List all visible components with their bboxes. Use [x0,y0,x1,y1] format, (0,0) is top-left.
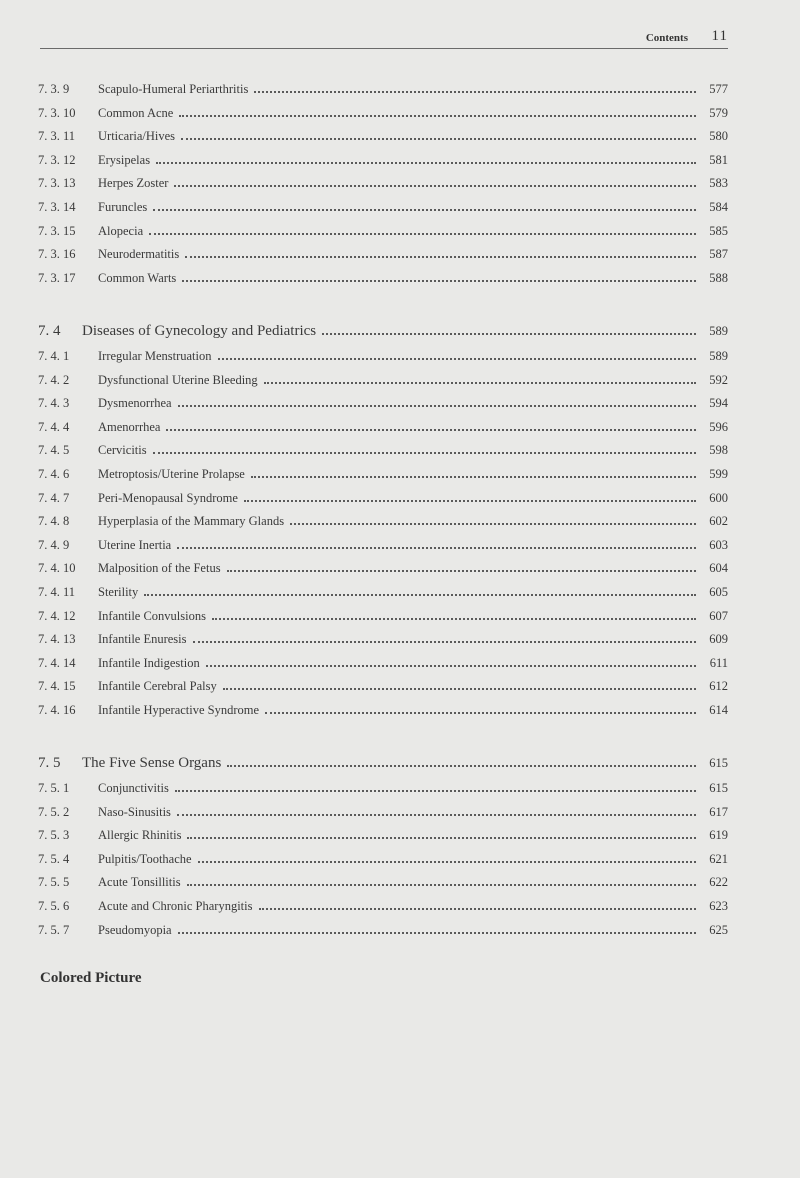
dot-leader [175,778,696,792]
entry-number: 7. 3. 12 [38,152,76,167]
entry-number: 7. 3. 13 [38,176,76,191]
entry-page-number: 589 [709,349,728,363]
toc-entry-row [38,653,728,673]
entry-page-number: 596 [709,419,728,434]
toc-entry-row [38,197,728,217]
entry-number: 7. 4. 1 [38,349,70,363]
entry-title: Pseudomyopia [98,922,172,937]
toc-entry-row [38,535,728,555]
entry-number: 7. 4. 7 [38,490,70,505]
entry-number: 7. 3. 11 [38,129,76,144]
toc-entry-row [38,244,728,264]
entry-page-number: 622 [709,875,728,890]
entry-number: 7. 3. 10 [38,105,76,120]
entry-number: 7. 4. 2 [38,372,70,387]
entry-title: Scapulo-Humeral Periarthritis [98,82,249,96]
entry-title: Sterility [98,585,139,599]
toc-entry-row [38,872,728,892]
entry-number: 7. 5. 3 [38,828,70,843]
entry-title: Hyperplasia of the Mammary Glands [98,514,285,529]
entry-title: Furuncles [98,200,148,214]
dot-leader [193,629,696,643]
entry-title: Amenorrhea [98,419,161,434]
entry-title: Dysfunctional Uterine Bleeding [98,372,258,387]
entry-page-number: 602 [709,514,728,529]
dot-leader [187,825,696,839]
entry-title: Erysipelas [98,152,151,167]
entry-number: 7. 4 [38,323,61,339]
dot-leader [290,511,696,525]
entry-number: 7. 4. 16 [38,703,76,717]
entry-title: Naso-Sinusitis [98,804,171,819]
header-label: Contents [645,32,688,44]
toc-entry-row [38,268,728,288]
entry-page-number: 599 [709,467,728,481]
dot-leader [153,197,696,211]
toc-entry-row [38,849,728,869]
dot-leader [185,244,696,258]
entry-number: 7. 4. 14 [38,655,76,670]
entry-page-number: 594 [709,396,728,411]
dot-leader [177,802,696,816]
entry-title: Uterine Inertia [98,537,172,552]
dot-leader [144,582,696,596]
entry-page-number: 623 [709,899,728,913]
toc-entry-row [38,606,728,626]
dot-leader [153,440,696,454]
colored-picture-heading: Colored Picture [40,970,142,986]
entry-number: 7. 4. 3 [38,396,70,411]
entry-number: 7. 4. 13 [38,632,76,647]
toc-entry-row [38,79,728,99]
entry-title: Cervicitis [98,443,147,458]
entry-number: 7. 4. 4 [38,419,70,434]
entry-page-number: 605 [709,585,728,599]
entry-title: Herpes Zoster [98,176,169,191]
dot-leader [206,653,696,667]
dot-leader [177,535,696,549]
entry-page-number: 621 [709,851,728,866]
entry-number: 7. 4. 12 [38,608,76,623]
entry-page-number: 584 [709,200,728,214]
entry-number: 7. 4. 10 [38,561,76,576]
toc-entry-row [38,370,728,390]
toc-entry-row [38,440,728,460]
entry-number: 7. 4. 15 [38,679,76,694]
entry-number: 7. 3. 17 [38,270,76,285]
dot-leader [254,79,696,93]
toc-entry-row [38,700,728,720]
entry-title: Acute Tonsillitis [98,875,181,890]
dot-leader [251,464,696,478]
entry-title: Infantile Cerebral Palsy [98,679,217,694]
entry-number: 7. 5 [38,755,61,771]
toc-entry-row [38,488,728,508]
entry-number: 7. 5. 1 [38,781,70,795]
entry-number: 7. 5. 5 [38,875,70,890]
dot-leader [198,849,696,863]
dot-leader [264,370,696,384]
entry-title: Acute and Chronic Pharyngitis [98,899,253,913]
toc-entry-row [38,221,728,241]
entry-number: 7. 4. 8 [38,514,70,529]
entry-title: Infantile Convulsions [98,608,206,623]
dot-leader [181,126,696,140]
dot-leader [244,488,696,502]
entry-number: 7. 5. 2 [38,804,70,819]
running-header [40,26,728,49]
entry-title: Diseases of Gynecology and Pediatrics [82,323,317,339]
entry-page-number: 592 [709,372,728,387]
entry-title: Common Warts [98,270,177,285]
entry-number: 7. 3. 9 [38,82,70,96]
dot-leader [218,346,696,360]
entry-page-number: 607 [709,608,728,623]
toc-entry-row [38,417,728,437]
dot-leader [259,896,697,910]
dot-leader [156,150,696,164]
entry-page-number: 600 [709,490,728,505]
entry-page-number: 603 [709,537,728,552]
entry-page-number: 617 [709,804,728,819]
dot-leader [166,417,696,431]
toc-entry-row [38,150,728,170]
entry-number: 7. 3. 16 [38,247,76,262]
entry-page-number: 609 [709,632,728,647]
dot-leader [174,173,696,187]
entry-page-number: 619 [709,828,728,843]
entry-page-number: 604 [709,561,728,576]
entry-title: Infantile Indigestion [98,655,200,670]
toc-entry-row [38,825,728,845]
dot-leader [227,558,696,572]
toc-entry-row [38,464,728,484]
toc-entry-row [38,346,728,366]
toc-entry-row [38,103,728,123]
dot-leader [322,321,696,335]
entry-page-number: 577 [709,82,728,96]
entry-page-number: 611 [709,655,728,670]
toc-entry-row [38,393,728,413]
entry-number: 7. 4. 9 [38,537,70,552]
dot-leader [227,753,696,767]
toc-entry-row [38,778,728,798]
toc-entry-row [38,802,728,822]
entry-page-number: 625 [709,922,728,937]
toc-entry-row [38,896,728,916]
toc-entry-row [38,126,728,146]
dot-leader [212,606,696,620]
entry-title: Alopecia [98,223,144,238]
entry-page-number: 579 [709,105,728,120]
entry-page-number: 580 [709,129,728,144]
toc-entry-row [38,511,728,531]
entry-page-number: 615 [709,756,728,770]
entry-title: Metroptosis/Uterine Prolapse [98,467,245,481]
dot-leader [178,920,696,934]
entry-page-number: 581 [709,152,728,167]
entry-title: Pulpitis/Toothache [98,851,192,866]
entry-number: 7. 3. 14 [38,200,76,214]
toc-entry-row [38,582,728,602]
toc-entry-row [38,558,728,578]
entry-number: 7. 3. 15 [38,223,76,238]
entry-title: Irregular Menstruation [98,349,212,363]
entry-page-number: 585 [709,223,728,238]
dot-leader [187,872,696,886]
entry-page-number: 615 [709,781,728,795]
entry-title: Allergic Rhinitis [98,828,182,843]
entry-page-number: 583 [709,176,728,191]
entry-title: Peri-Menopausal Syndrome [98,490,238,505]
entry-number: 7. 4. 6 [38,467,70,481]
entry-title: Urticaria/Hives [98,129,176,144]
entry-page-number: 614 [709,703,728,717]
dot-leader [182,268,696,282]
header-page-number: 11 [711,28,728,44]
toc-entry-row [38,676,728,696]
entry-title: Neurodermatitis [98,247,180,262]
entry-number: 7. 5. 4 [38,851,70,866]
entry-number: 7. 5. 7 [38,922,70,937]
entry-title: Infantile Enuresis [98,632,187,647]
entry-number: 7. 4. 5 [38,443,70,458]
entry-page-number: 612 [709,679,728,694]
entry-title: Infantile Hyperactive Syndrome [98,703,260,717]
dot-leader [223,676,696,690]
dot-leader [178,393,696,407]
entry-title: Conjunctivitis [98,781,169,795]
dot-leader [265,700,696,714]
entry-title: Malposition of the Fetus [98,561,221,576]
toc-entry-row [38,629,728,649]
dot-leader [179,103,696,117]
toc-entry-row [38,173,728,193]
section-heading-row [38,753,728,773]
section-heading-row [38,321,728,341]
entry-title: Common Acne [98,105,174,120]
toc-entry-row [38,920,728,940]
dot-leader [149,221,696,235]
entry-title: The Five Sense Organs [82,755,222,771]
entry-title: Dysmenorrhea [98,396,172,411]
entry-number: 7. 4. 11 [38,585,76,599]
entry-number: 7. 5. 6 [38,899,70,913]
entry-page-number: 598 [709,443,728,458]
entry-page-number: 588 [709,270,728,285]
entry-page-number: 589 [709,324,728,338]
entry-page-number: 587 [709,247,728,262]
